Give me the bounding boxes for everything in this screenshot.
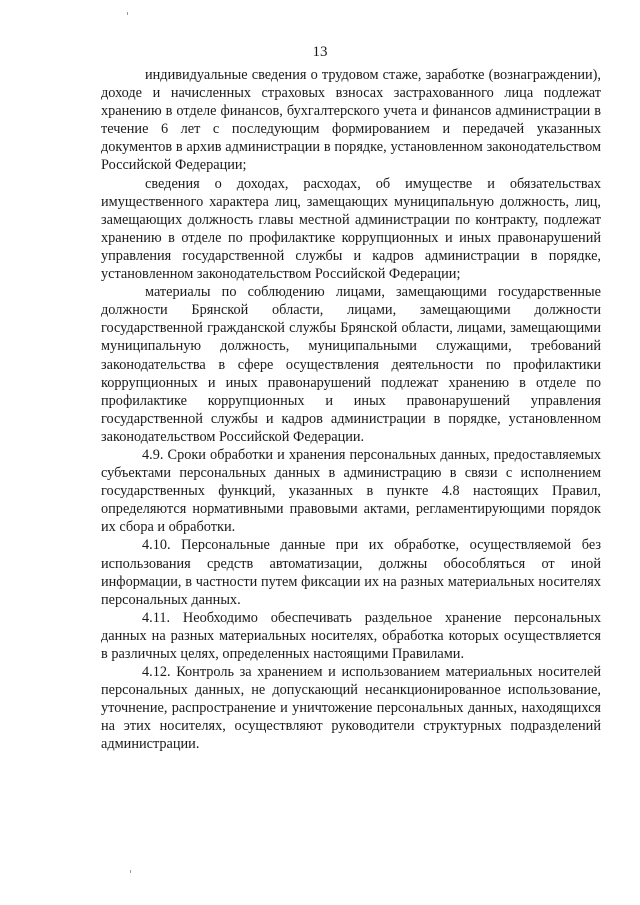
paragraph-income-info: сведения о доходах, расходах, об имуществе и обязательствах имущественного характера лиц, замещающих муниципальную должность, лиц, замещающих должность главы местной администрации по контракту, подлежат хранению в отделе по профилактике коррупционных и иных правонарушений управления государственной службы и кадров администрации в порядке, установленном законодательством Российской Федерации; <box>101 175 601 283</box>
paragraph-4-9: 4.9. Сроки обработки и хранения персональных данных, предоставляемых субъектами персональных данных в администрацию в связи с исполнением государственных функций, указанных в пункте 4.8 настоящих Правил, определяются нормативными правовыми актами, регламентирующими порядок их сбора и обработки. <box>101 446 601 536</box>
document-body <box>101 66 601 754</box>
paragraph-4-12: 4.12. Контроль за хранением и использованием материальных носителей персональных данных, не допускающий несанкционированное использование, уточнение, распространение и уничтожение персональных данных, находящихся на этих носителях, осуществляют руководители структурных подразделений администрации. <box>101 664 601 753</box>
paragraph-individual-info: индивидуальные сведения о трудовом стаже, заработке (вознаграждении), доходе и начисленных страховых взносах застрахованного лица подлежат хранению в отделе финансов, бухгалтерского учета и финансов администрации в течение 6 лет с последующим формированием и передачей указанных документов в архив администрации в порядке, установленном законодательством Российской Федерации; <box>101 67 601 174</box>
page-number: 13 <box>312 44 328 60</box>
paragraph-compliance-materials: материалы по соблюдению лицами, замещающими государственные должности Брянской области, лицами, замещающими должности государственной гражданской службы Брянской области, лицами, замещающими муниципальную должность, муниципальными служащими, требований законодательства в сфере осуществления деятельности по профилактики коррупционных и иных правонарушений подлежат хранению в отделе по профилактике коррупционных и иных правонарушений управления государственной службы и кадров администрации в порядке, установленном законодательством Российской Федерации. <box>101 284 601 445</box>
paragraph-4-10: 4.10. Персональные данные при их обработке, осуществляемой без использования средств автоматизации, должны обособляться от иной информации, в частности путем фиксации их на разных материальных носителях персональных данных. <box>101 537 601 608</box>
scan-artifact <box>127 12 128 15</box>
paragraph-4-11: 4.11. Необходимо обеспечивать раздельное хранение персональных данных на разных материальных носителях, обработка которых осуществляется в различных целях, определенных настоящими Правилами. <box>101 609 601 662</box>
scan-artifact <box>130 870 131 873</box>
